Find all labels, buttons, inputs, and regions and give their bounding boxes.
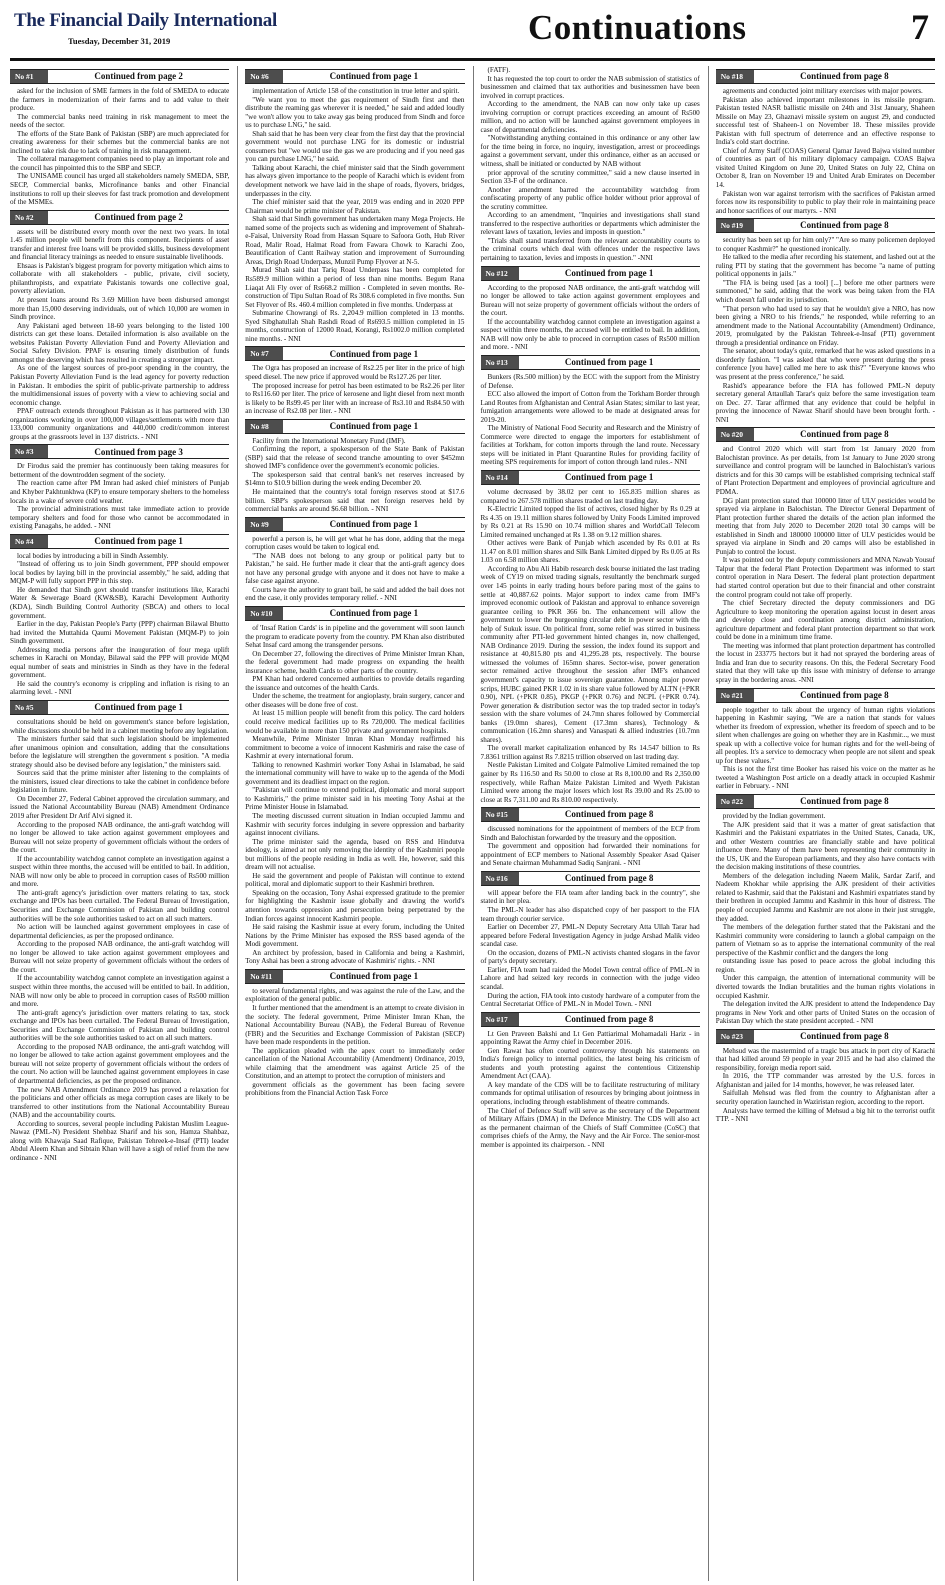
continued-article bbox=[716, 427, 935, 684]
continued-article bbox=[716, 688, 935, 791]
article-paragraph: The UNISAME council has urged all stakeholders namely SMEDA, SBP, SECP, Commercial banks, Microfinance banks and other Financial institutions to roll up their sleeves for fast track promotion and development of the MSMEs. bbox=[10, 172, 230, 207]
article-paragraph: According to the proposed NAB ordinance, the anti-graft watchdog will no longer be allowed to take action against government employees and Bureau will not seize property of government officials without the orders of the court. bbox=[10, 820, 230, 855]
article-number-badge: No #4 bbox=[10, 535, 48, 548]
article-paragraph: "The FIA is being used [as a tool] [...] before me other partners were summoned," he said, adding that the work was being taken from the FIA which doesn't fall under its jurisdiction. bbox=[715, 278, 935, 305]
article-paragraph: The anti-graft agency's jurisdiction over matters relating to tax, stock exchange and IPOs has been curtailed. The Federal Bureau of Investigation, Securities and Exchange Commission of Pakistan and building control authorities will be the sole authorities tasked to act on all such matters. bbox=[10, 1008, 230, 1043]
article-paragraph: As one of the largest sources of pro-poor spending in the country, the Pakistan Poverty Alleviation Fund is the lead agency for poverty reduction in Pakistan. It embodies the spirit of public-private partnership to address the multidimensional issues of poverty with a view to achieving social and economic change. bbox=[10, 364, 230, 407]
article-header bbox=[716, 688, 935, 703]
article-paragraph: Earlier in the day, Pakistan People's Party (PPP) chairman Bilawal Bhutto had invited the Muttahida Qaumi Movement Pakistan (MQM-P) to join Sindh government. bbox=[10, 620, 230, 646]
continued-from-label: Continued from page 8 bbox=[800, 1030, 889, 1041]
article-paragraph: Bunkers (Rs.500 million) by the ECC with the support from the Ministry of Defense. bbox=[480, 372, 700, 390]
continued-article bbox=[716, 1029, 935, 1124]
article-header bbox=[245, 346, 464, 361]
continued-article bbox=[245, 346, 464, 415]
article-header bbox=[481, 266, 700, 281]
article-header bbox=[245, 517, 464, 532]
article-paragraph: provided by the Indian government. bbox=[722, 812, 826, 821]
article-paragraph: The reaction came after PM Imran had asked chief ministers of Punjab and Khyber Pakhtunkhwa (KP) to ensure temporary shelters to the homeless locals in a wake of severe cold weather. bbox=[10, 479, 230, 505]
article-paragraph: agreements and conducted joint military exercises with major powers. bbox=[722, 87, 923, 95]
article-paragraph: Chief of Army Staff (COAS) General Qamar Javed Bajwa visited number of countries as part of his military diplomacy campaign. COAS Bajwa visited United Kingdom on June 20, United States on July 22, China on October 8, Iran on November 19 and United Arab Emirates on December 14. bbox=[715, 146, 935, 190]
article-paragraph: Pakistan won war against terrorism with the sacrifices of Pakistan armed forces now its responsibility to public to play their role in maintaining peace and honor sacrifices of our martyrs. - NNI bbox=[715, 189, 935, 215]
article-paragraph: He talked to the media after recording his statement, and lashed out at the ruling PTI by stating that the government has become "a name of putting political opponents in jails." bbox=[715, 253, 935, 279]
continued-article bbox=[481, 266, 700, 352]
continued-article bbox=[481, 1012, 700, 1150]
article-paragraph: The AJK president said that it was a matter of great satisfaction that Kashmiri and the Pakistani expatriates in the United States, Canada, UK, and other Western countries are financially stable and have political influence there. Many of them have been representing their community in the US, UK and the European parliaments, and they also have contacts with the decision making institutions of these countries. bbox=[715, 820, 935, 872]
article-paragraph: Under this campaign, the attention of international community will be diverted towards the Indian brutalities and the human rights violations in occupied Kashmir. bbox=[715, 974, 935, 1000]
article-header bbox=[716, 1029, 935, 1044]
article-paragraph: The chief minister said that the year, 2019 was ending and in 2020 PPP Chairman would be prime minister of Pakistan. bbox=[245, 198, 465, 215]
article-header bbox=[10, 534, 229, 549]
article-paragraph: The application pleaded with the apex court to immediately order cancellation of the National Accountability (Amendment) Ordinance, 2019, while claiming that the amendment was against Article 25 of the Constitution, and an attempt to protect the corruption of ministers and bbox=[245, 1046, 465, 1081]
article-paragraph: During the action, FIA took into custody hardware of a computer from the Central Secretariat Office of PML-N in Model Town. - NNI bbox=[480, 991, 700, 1009]
continued-article bbox=[481, 871, 700, 1009]
continued-from-label: Continued from page 8 bbox=[564, 1013, 654, 1024]
article-paragraph: It has requested the top court to order the NAB submission of statistics of businessmen and claimed that tax authorities and businessmen have been involved in corrupt practices. bbox=[480, 74, 700, 100]
article-paragraph: If the accountability watchdog cannot complete an investigation against a suspect within three months, the accused will be entitled to bail. In addition, NAB will now only be able to proceed in corruption cases of Rs500 million and more. - NNI bbox=[480, 317, 700, 352]
continued-article bbox=[481, 66, 700, 263]
article-paragraph: local bodies by introducing a bill in Sindh Assembly. bbox=[17, 551, 169, 560]
article-number-badge: No #10 bbox=[245, 607, 283, 620]
article-paragraph: He said the country's economy is crippling and inflation is rising to an alarming level. - NNI bbox=[10, 679, 230, 697]
article-paragraph: The overall market capitalization enhanced by Rs 14.547 billion to Rs 7.8361 trillion against Rs 7.8215 trillion observed on last trading day. bbox=[480, 744, 700, 761]
article-paragraph: The proposed increase for petrol has been estimated to be Rs2.26 per liter to Rs116.60 per liter. The price of kerosene and light diesel from next month is likely to be Rs99.45 per liter with an increase of Rs3.10 and Rs84.50 with an increase of Rs2.08 per liter. - NNI bbox=[245, 381, 465, 416]
article-paragraph: He said the government and people of Pakistan will continue to extend political, moral and diplomatic support to their Kashmiri brethren. bbox=[245, 871, 465, 889]
article-paragraph: The senator, about today's quiz, remarked that he was asked questions in a disorderly fashion. "I was asked that who were present during the press conference [you have] called me here to ask this?" "Everyone knows who was present at the press conference," he said. bbox=[715, 347, 935, 381]
article-number-badge: No #1 bbox=[10, 70, 48, 83]
continued-article bbox=[245, 419, 464, 514]
article-paragraph: Talking about Karachi, the chief minister said that the Sindh government has always given importance to the people of Karachi which is evident from development network we have laid in the shape of roads, flyovers, bridges, underpasses in the city. bbox=[245, 163, 465, 198]
article-header bbox=[245, 419, 464, 434]
continued-from-label: Continued from page 8 bbox=[800, 796, 889, 807]
article-paragraph: Facility from the International Monetary Fund (IMF). bbox=[252, 436, 406, 445]
article-paragraph: Courts have the authority to grant bail, he said and added the bail does not end the case, it only provides temporary relief. - NNI bbox=[245, 585, 465, 603]
article-number-badge: No #11 bbox=[245, 970, 283, 983]
article-paragraph: of 'Insaf Ration Cards' is in pipeline and the government will soon launch the program to eradicate poverty from the country. PM Khan also distributed Sehat Insaf card among the transgender persons. bbox=[245, 623, 465, 650]
article-number-badge: No #8 bbox=[245, 420, 283, 433]
article-header bbox=[481, 807, 700, 822]
column-4 bbox=[708, 66, 935, 1581]
article-paragraph: PM Khan had ordered concerned authorities to provide details regarding the issuance and outcomes of the health Cards. bbox=[245, 675, 465, 692]
article-paragraph: According to an amendment, "Inquiries and investigations shall stand transferred to the respective authorities or departments which administer the relevant laws of taxation, levies and imposts in question." bbox=[480, 211, 700, 237]
article-paragraph: will appear before the FIA team after landing back in the country", she stated in her plea. bbox=[480, 888, 700, 906]
article-paragraph: The spokesperson said that central bank's net reserves increased by $14mn to $10.9 billion during the week ending December 20. bbox=[245, 470, 465, 488]
continued-from-label: Continued from page 1 bbox=[329, 518, 419, 529]
article-paragraph: Sources said that the prime minister after listening to the complaints of the ministers, issued clear directions to take the cabinet in confidence before legislation in future. bbox=[10, 769, 230, 795]
article-paragraph: According to the proposed NAB ordinance, the anti-graft watchdog will no longer be allowed to take action against government employees and the bureau will not seize property of government officials without the orders of the court. No action will be launched against government employees in case of departmental deficiencies, as per the proposed ordinance. bbox=[10, 1042, 230, 1085]
column-2 bbox=[237, 66, 464, 1581]
article-paragraph: Pakistan also achieved important milestones in its missile program. Pakistan tested NASR ballistic missile on 24th and 31st January, Shaheen Missile on May 23, Ghaznavi missile system on august 29, and conducted successful test of Shaheen-1 on November 18. These missiles provide Pakistan with full spectrum of deterrence and an effective response to India's cold start doctrine. bbox=[715, 95, 935, 147]
article-number-badge: No #3 bbox=[10, 445, 48, 458]
article-header bbox=[10, 69, 229, 84]
article-paragraph: prior approval of the scrutiny committee," said a new clause inserted in Section 33-F of the ordinance. bbox=[480, 168, 700, 186]
continued-article bbox=[716, 794, 935, 1026]
continued-from-label: Continued from page 1 bbox=[329, 348, 419, 359]
article-number-badge: No #18 bbox=[716, 70, 754, 83]
article-number-badge: No #13 bbox=[481, 356, 519, 369]
article-paragraph: He said raising the Kashmir issue at every forum, including the United Nations by the Prime Minister has exposed the RSS based agenda of the Modi government. bbox=[245, 923, 465, 949]
column-1 bbox=[10, 66, 229, 1581]
article-paragraph: Dr Firodus said the premier has continuously been taking measures for betterment of the downtrodden segment of the society. bbox=[10, 462, 230, 479]
continued-article bbox=[716, 218, 935, 424]
article-paragraph: A key mandate of the CDS will be to facilitate restructuring of military commands for optimal utilisation of resources by bringing about jointness in operations, including through establishment of theatre commands. bbox=[480, 1080, 700, 1106]
article-number-badge: No #5 bbox=[10, 701, 48, 714]
section-title: Continuations bbox=[528, 8, 747, 47]
article-paragraph: volume decreased by 38.02 per cent to 165.835 million shares as compared to 267.578 million shares traded on last trading day. bbox=[480, 487, 700, 505]
article-paragraph: Submarine Chowrangi of Rs. 2,204.9 million completed in 13 months. Syed Sibghatullah Shah Rashdi Road of Rs693.5 million completed in 15 months, construction of 12000 Road, Korangi, Rs1002.0 million completed nine months. - NNI bbox=[245, 309, 465, 343]
article-paragraph: It further mentioned that the amendment is an attempt to create division in the society. The federal government, Prime Minister Imran Khan, the National Accountability Bureau (NAB), the Federal Bureau of Revenue (FBR) and the Securities and Exchange Commission of Pakistan (SECP) have been made respondents in the petition. bbox=[245, 1003, 465, 1047]
article-paragraph: Shah said that he has been very clear from the first day that the provincial government would not purchase LNG for its domestic or industrial consumers but "we would use the gas we are producing and if you need gas you can purchase LNG," he said. bbox=[245, 129, 465, 164]
columns-area bbox=[10, 66, 935, 1581]
article-number-badge: No #9 bbox=[245, 518, 283, 531]
article-paragraph: At least 15 million people will benefit from this policy. The card holders could receive medical facilities up to Rs 720,000. The medical facilities would be available in more than 150 private and government hospitals. bbox=[245, 709, 465, 735]
article-paragraph: The chief Secretary directed the deputy commissioners and DG Agriculture to keep monitoring the operation against locust in desert areas and develop close and coordination among district administration, agriculture department and federal plant protection department so that work could be done in a minimum time frame. bbox=[715, 599, 935, 642]
article-paragraph: Ehsaas is Pakistan's biggest program for poverty mitigation which aims to collaborate with all stakeholders - public, private, civil society, philanthropists, and expatriate Pakistanis towards one collective goal, poverty alleviation. bbox=[10, 261, 230, 296]
article-paragraph: ECC also allowed the import of Cotton from the Torkham Border through Land Routes from Afghanistan and Central Asian States; similar to last year, fumigation arrangements were allowed to be made at designated areas for 2019-20. bbox=[480, 390, 700, 424]
article-paragraph: "The NAB does not belong to any group or political party but to Pakistan," he said. He further made it clear that the anti-graft agency does not have any personal grudge with anyone and it does not have to make a false case against anyone. bbox=[245, 551, 465, 586]
article-paragraph: The collateral management companies need to play an important role and the council has pinpointed this to the SBP and SECP. bbox=[10, 155, 230, 172]
continued-from-label: Continued from page 2 bbox=[94, 211, 183, 222]
continued-article bbox=[10, 534, 229, 697]
article-number-badge: No #7 bbox=[245, 347, 283, 360]
continued-from-label: Continued from page 8 bbox=[800, 429, 889, 440]
article-number-badge: No #22 bbox=[716, 795, 754, 808]
article-paragraph: Gen Rawat has often courted controversy through his statements on India's foreign policy to internal politics, the latest being his criticism of students and youth protesting against the contentious Citizenship Amendment Act (CAA). bbox=[480, 1046, 700, 1081]
article-paragraph: Members of the delegation including Naeem Malik, Sardar Zarif, and Nadeem Khokhar while apprising the AJK president of their activities related to Kashmir, said that the Pakistani and Kashmiri expatriates stand by their brethren in occupied Jammu and Kashmir in this hour of distress. The people of occupied Jammu and Kashmir are not alone in their just struggle, they added. bbox=[715, 871, 935, 923]
article-paragraph: Any Pakistani aged between 18-60 years belonging to the listed 100 districts can get these loans. Detailed information is also available on the websites Pakistan Poverty Alleviation Fund and Poverty Alleviation and Social Safety Division. PPAF is ensuring timely distribution of funds amongst the deserving which has resulted in creating a stronger impact. bbox=[10, 321, 230, 364]
article-number-badge: No #20 bbox=[716, 428, 754, 441]
article-number-badge: No #14 bbox=[481, 471, 519, 484]
article-paragraph: Confirming the report, a spokesperson of the State Bank of Pakistan (SBP) said that the release of second tranche amounting to over $452mn showed IMF's confidence over the government's economic policies. bbox=[245, 445, 465, 471]
article-paragraph: The PML-N leader has also dispatched copy of her passport to the FIA team through courier service. bbox=[480, 906, 700, 923]
article-number-badge: No #17 bbox=[481, 1013, 519, 1026]
article-paragraph: "We want you to meet the gas requirement of Sindh first and then distribute the reaming gas wherever it is needed," he said and added loudly "we won't allow you to take away gas being produced from Sindh and force us to purchase LNG," he said. bbox=[245, 95, 465, 130]
continued-from-label: Continued from page 1 bbox=[564, 472, 654, 483]
article-paragraph: Mehsud was the mastermind of a tragic bus attack in port city of Karachi that had killed around 59 people in year 2015 and he had also claimed the responsibility, foreign media report said. bbox=[715, 1046, 935, 1072]
continued-from-label: Continued from page 1 bbox=[564, 267, 654, 278]
article-paragraph: On the occasion, dozens of PML-N activists chanted slogans in the favor of party's deputy secretary. bbox=[480, 948, 700, 966]
article-paragraph: Earlier on December 27, PML-N Deputy Secretary Atta Ullah Tarar had appeared before Federal Investigation Agency in judge Arshad Malik video scandal case. bbox=[480, 923, 700, 949]
continued-article bbox=[481, 355, 700, 467]
article-paragraph: powerful a person is, he will get what he has done, adding that the mega corruption cases would be taken to logical end. bbox=[245, 534, 465, 552]
article-number-badge: No #6 bbox=[245, 70, 283, 83]
article-header bbox=[716, 794, 935, 809]
article-paragraph: "Trials shall stand transferred from the relevant accountability courts to the criminal courts which deal with offences under the respective laws pertaining to taxation, levies and imposts in question." -NNI bbox=[480, 236, 700, 263]
continued-from-label: Continued from page 8 bbox=[800, 71, 889, 82]
page-number: 7 bbox=[911, 7, 929, 47]
article-paragraph: The prime minister said the agenda, based on RSS and Hindutva ideology, is aimed at not only removing the identity of the Kashmiri people but millions of the people residing in India as well. He, however, said this dream will not actualise. bbox=[245, 837, 465, 872]
article-paragraph: Nestle Pakistan Limited and Colgate Palmolive Limited remained the top gainer by Rs 116.50 and Rs 50.00 to close at Rs 8,100.00 and Rs 2,350.00 respectively, while Rafhan Maize Pakistan Limited and Wyeth Pakistan Limited were among the major losers which lost Rs 39.00 and Rs 25.00 to close at Rs 7,311.00 and Rs 810.00 respectively. bbox=[480, 761, 700, 804]
masthead bbox=[10, 6, 935, 61]
article-paragraph: K-Electric Limited topped the list of actives, closed higher by Rs 0.29 at Rs 4.35 on 19.11 million shares followed by Unity Foods Limited improved by Rs 0.21 at Rs 15.90 on 10.74 million shares and WorldCall Telecom Limited remained unchanged at Rs 1.38 on 9.12 million shares. bbox=[480, 505, 700, 539]
continued-from-label: Continued from page 1 bbox=[94, 702, 183, 713]
article-paragraph: assets will be distributed every month over the next two years. In total 1.45 million people will benefit from this component. Recipients of asset transfer and interest free loans will be provided skills, business development and financial literacy trainings as needed to ensure sustainable livelihoods. bbox=[10, 227, 230, 262]
article-paragraph: "Notwithstanding anything contained in this ordinance or any other law for the time being in force, no inquiry, investigation, arrest or proceedings against a government servant, under this ordinance, either as an accused or witness, shall be initiated or conducted by NAB without bbox=[480, 134, 700, 169]
article-paragraph: According to Abu Ali Habib research desk bourse initiated the last trading week of CY19 on mixed trading signals, resultantly the benchmark surged over 145 points in early trading hours before paring most of the gains to settle at 40,887.62 points. Major support to index came from IMF's improved economic outlook of Pakistan and approval to enhance sovereign guarantee ceiling to PKR 366 bn. The enhancement will allow the government to lower the burgeoning circular debt in power sector with the help of Sukuk issue. On political front, some relief was stirred in business community after PTI-led government hinted changes in, now challenged, NAB Ordinance 2019. During the session, the index found its support and resistance at 40,815.80 pts and 41,295.28 pts, respectively. The bourse witnessed the volumes of 165mn shares. Sector-wise, power generation sector remained active throughout the session after IMF's enhanced government's capacity to issue sovereign guarantee. Among major power scrips, HUBC gained PKR 1.02 in its share value followed by ALTN (+PKR 0.90), NPL (+PKR 0.85), PKGP (+PKR 0.76) and NCPL (+PKR 0.74). Power generation & distribution sector was the top traded sector in today's session with the share volumes of 24.7mn shares followed by Commercial banks (19.0mn shares), Cement (17.3mn shares), Technology & communication (16.2mn shares) and Vanaspati & allied industries (10.7mn shares). bbox=[480, 564, 700, 744]
article-paragraph: Analysts have termed the killing of Mehsud a big hit to the terrorist outfit TTP. - NNI bbox=[715, 1106, 935, 1124]
article-paragraph: On December 27, following the directives of Prime Minister Imran Khan, the federal government had made progress on expanding the health insurance scheme, health Cards to other parts of the country. bbox=[245, 649, 465, 675]
article-paragraph: Saifullah Mehsud was fled from the country to Afghanistan after a security operation launched in Waziristan region, according to the report. bbox=[715, 1089, 935, 1106]
continued-article bbox=[10, 444, 229, 530]
continued-article bbox=[245, 969, 464, 1098]
article-paragraph: "Pakistan will continue to extend political, diplomatic and moral support to Kashmiris," the prime minister said in his meeting Tony Ashai at the Prime Minister House in Islamabad. bbox=[245, 786, 465, 812]
article-header bbox=[245, 69, 464, 84]
article-paragraph: implementation of Article 158 of the constitution in true letter and spirit. bbox=[252, 87, 460, 95]
article-number-badge: No #12 bbox=[481, 267, 519, 280]
continued-article bbox=[245, 606, 464, 966]
paper-name: The Financial Daily International bbox=[14, 10, 277, 31]
article-paragraph: It was pointed out by the deputy commissioners and MNA Nawab Yousuf Talpur that the federal Plant Protection Department was informed to start control operation in Nara Desert. The federal plant protection department had started control operation but due to their financial and other constraint the control program could not take off properly. bbox=[715, 556, 935, 599]
article-paragraph: The government and opposition had forwarded their nominations for appointment of ECP members to National Assembly Speaker Asad Qaiser and Senate chairman Muhammad Sadiq Sanjrani. - NNI bbox=[480, 842, 700, 868]
article-header bbox=[716, 427, 935, 442]
continued-article bbox=[245, 69, 464, 343]
article-paragraph: Another amendment barred the accountability watchdog from confiscating property of any public office holder without prior approval of the scrutiny committee. bbox=[480, 185, 700, 211]
continued-from-label: Continued from page 8 bbox=[800, 220, 889, 231]
continued-article bbox=[481, 470, 700, 804]
continued-article bbox=[481, 807, 700, 868]
continued-from-label: Continued from page 1 bbox=[329, 420, 419, 431]
article-paragraph: government officials as the government has been facing severe prohibitions from the Financial Action Task Force bbox=[245, 1080, 465, 1098]
continued-from-label: Continued from page 8 bbox=[800, 689, 889, 700]
article-paragraph: (FATF). bbox=[487, 66, 511, 74]
article-paragraph: to several fundamental rights, and was against the rule of the Law, and the exploitation of the general public. bbox=[245, 986, 465, 1004]
article-paragraph: Rashid's appearance before the FIA has followed PML-N deputy secretary general Attaullah Tarar's quiz before the same investigation team on Dec. 27. Tarar affirmed that any evidence that could be helpful in proving the innocence of Nawaz Sharif should have been brought forth. -NNI bbox=[715, 381, 935, 424]
article-paragraph: He demanded that Sindh govt should transfer institutions like, Karachi Water & Sewerage Board (KW&SB), Karachi Development Authority (KDA), Sindh Building Control Authority (SBCA) and others to local government. bbox=[10, 585, 230, 620]
article-paragraph: "That person who had used to say that he wouldn't give a NRO, has now been giving a NRO to his friends," he responded, while referring to an amendment made to the National Accountability (Amendment) Ordinance, 2019, promulgated by the Pakistan Tehreek-e-Insaf (PTI) government through a presidential ordinance on Friday. bbox=[715, 304, 935, 347]
article-paragraph: Addressing media persons after the inauguration of four mega uplift schemes in Karachi on Monday, Bilawal said the PPP will provide MQM equal number of seats and ministries in Sindh as they have in the federal government. bbox=[10, 645, 230, 680]
continued-from-label: Continued from page 1 bbox=[564, 357, 654, 368]
article-paragraph: outstanding issue has posed to peace across the global including this region. bbox=[715, 957, 935, 974]
continued-article bbox=[10, 69, 229, 207]
article-paragraph: The meeting was informed that plant protection department has controlled the locust in 233775 hectors but it had not sprayed the bordering areas of India and Iran due to security reasons. On this, the Federal Secretary Food stated that they will take up this issue with ministry of defense to arrange spray in the bordering areas. -NNI bbox=[715, 641, 935, 684]
article-paragraph: Lt Gen Praveen Bakshi and Lt Gen Pattiarimal Mohamadali Hariz - in appointing Rawat the Army chief in December 2016. bbox=[480, 1029, 700, 1047]
article-paragraph: The provincial administrations must take immediate action to provide temporary shelters and food for those who cannot be accommodated in existing Panagahs, he added. - NNI bbox=[10, 505, 230, 531]
article-paragraph: Other actives were Bank of Punjab which ascended by Rs 0.01 at Rs 11.47 on 8.01 million shares and Silk Bank Limited dipped by Rs 0.05 at Rs 1.03 on 6.58 million shares. bbox=[480, 539, 700, 565]
article-paragraph: people together to talk about the urgency of human rights violations happening in Kashmir saying, "We are a nation that stands for values whether its freedom of expression, whether its freedom of speech and to be silent when challenges are going on whether they are in Kashmir..., we must speak up with a collective voice for human rights and for the well-being of all peoples. It's a service to democracy when people are not silent and speak up for these values." bbox=[715, 705, 935, 765]
article-paragraph: The efforts of the State Bank of Pakistan (SBP) are much appreciated for creating awareness for their schemes but the commercial banks are not inclined to take risk due to lack of training in risk management. bbox=[10, 129, 230, 155]
article-paragraph: The new NAB Amendment Ordinance 2019 has proved a relaxation for the politicians and other officials as mega corruption cases are likely to be transferred to other institutions from the National Accountability Bureau (NAB) and the accountability courts. bbox=[10, 1085, 230, 1120]
article-paragraph: No action will be launched against government employees in case of departmental deficiencies, as per the proposed ordinance. bbox=[10, 923, 230, 940]
article-paragraph: If the accountability watchdog cannot complete an investigation against a suspect within three months, the accused will be entitled to bail. In addition, NAB will now only be able to proceed in corruption cases of Rs500 million and more. bbox=[10, 974, 230, 1009]
article-paragraph: The ministers further said that such legislation should be implemented after unanimous opinion and consultation, adding that the consultations before the legislature will strengthen the government s position. "A media strategy should also be devised before any legislation," the ministers said. bbox=[10, 735, 230, 769]
article-paragraph: If the accountability watchdog cannot complete an investigation against a suspect within three months, the accused will be entitled to bail. In addition, NAB will now only be able to proceed in corruption cases of Rs500 million and more. bbox=[10, 854, 230, 889]
continued-from-label: Continued from page 1 bbox=[329, 608, 419, 619]
article-number-badge: No #23 bbox=[716, 1030, 754, 1043]
continued-article bbox=[10, 210, 229, 442]
continued-from-label: Continued from page 1 bbox=[329, 71, 419, 82]
article-paragraph: According to sources, several people including Pakistan Muslim League-Nawaz (PML-N) President Shehbaz Sharif and his son, Hamza Shahbaz, along with Khawaja Saad Rafique, Pakistan Tehreek-e-Insaf (PTI) leader Abdul Aleem Khan and Sibtain Khan will have a sigh of relief from the new ordinance - NNI bbox=[10, 1119, 230, 1162]
article-header bbox=[716, 218, 935, 233]
article-paragraph: Murad Shah said that Tariq Road Underpass has been completed for Rs589.9 million within a period of less than nine months. Begum Rana Liaqat Ali Fly over of Rs668.2 million - Completed in seven months. Re-construction of Tipu Sultan Road of Rs 308.6 completed in five months. Sun Set Flyover of Rs. 460.4 million completed in five months. Underpass at bbox=[245, 266, 465, 309]
article-header bbox=[481, 1012, 700, 1027]
article-header bbox=[10, 700, 229, 715]
article-paragraph: DG plant protection stated that 100000 litter of ULV pesticides would be sprayed via airplane in Balochistan. The Director General Department of Plant protection further shared the details of the action plan informed the meeting that from July 2020 to December 2020 total 30 camps will be established in Sindh and 180000 100000 litter of ULV pesticides would be sprayed via airplane in Sindh and 20 camps will also be established in Punjab to control the locust. bbox=[715, 496, 935, 556]
article-paragraph: The members of the delegation further stated that the Pakistani and the Kashmiri community were considering to launch a global campaign on the pattern of Vietnam so as to apprise the international community of the real perspective of the Kashmir conflict and the dangers the long bbox=[715, 923, 935, 957]
article-paragraph: This is not the first time Booker has raised his voice on the matter as he tweeted a Washington Post article on a deadly attack in occupied Kashmir earlier in February. - NNI bbox=[715, 765, 935, 791]
article-paragraph: The Ogra has proposed an increase of Rs2.25 per liter in the price of high speed diesel. The new price if approved would be Rs127.26 per liter. bbox=[245, 364, 465, 381]
article-header bbox=[481, 470, 700, 485]
article-paragraph: Talking to renowned Kashmiri worker Tony Ashai in Islamabad, he said the international community will have to wake up to the agenda of the Modi government and its deadliest impact on the region. bbox=[245, 760, 465, 786]
article-number-badge: No #19 bbox=[716, 219, 754, 232]
article-paragraph: The delegation invited the AJK president to attend the Independence Day programs in New York and other parts of United States on the occasion of Pakistan Day which the state president accepted. - NNI bbox=[715, 1000, 935, 1026]
article-paragraph: He maintained that the country's total foreign reserves stood at $17.6 billion. SBP's spokesperson said that net foreign reserves held by commercial banks are around $6.68 billion. - NNI bbox=[245, 487, 465, 514]
article-paragraph: PPAF outreach extends throughout Pakistan as it has partnered with 130 organizations working in over 100,000 villages/settlements with more than 133,000 community organizations and 440,000 credit/common interest groups at the grassroots level in 137 districts. - NNI bbox=[10, 407, 230, 441]
article-paragraph: In 2016, the TTP commander was arrested by the U.S. forces in Afghanistan and jailed for 14 months, however, he was released later. bbox=[715, 1072, 935, 1089]
paper-date: Tuesday, December 31, 2019 bbox=[68, 36, 171, 46]
article-paragraph: According to the proposed NAB ordinance, the anti-graft watchdog will no longer be allowed to take action against government employees and Bureau will not seize property of government officials without the orders of the court. bbox=[10, 940, 230, 974]
article-paragraph: and Control 2020 which will start from 1st January 2020 from Balochistan province. As per details, from 1st January to June 2020 strong surveillance and control program will be launched in Balochistan's various districts and for this 30 camps will be established comprising technical staff of Plant Protection Department and employees of provincial agriculture and PDMA. bbox=[715, 445, 935, 496]
article-paragraph: consultations should be held on government's stance before legislation, while discussions should be held in a cabinet meeting before any legislation. bbox=[10, 718, 230, 735]
continued-from-label: Continued from page 3 bbox=[94, 446, 183, 457]
article-paragraph: According to the amendment, the NAB can now only take up cases involving corruption or corrupt practices exceeding an amount of Rs500 million, and no action will be launched against government employees in case of departmental deficiencies. bbox=[480, 100, 700, 134]
article-header bbox=[10, 210, 229, 225]
article-number-badge: No #2 bbox=[10, 211, 48, 224]
continued-from-label: Continued from page 8 bbox=[564, 809, 654, 820]
article-header bbox=[481, 355, 700, 370]
article-header bbox=[716, 69, 935, 84]
article-paragraph: Speaking on the occasion, Tony Ashai expressed gratitude to the premier for highlighting the Kashmir issue globally and drawing the world's attention towards oppression and persecution being perpetrated by the Indian forces against innocent Kashmiri people. bbox=[245, 888, 465, 923]
article-paragraph: Shah said that Sindh government has undertaken many Mega Projects. He named some of the projects such as widening and improvement of Shahrah-e-Faisal, University Road from Hassan Square to Safoora Goth, Hub River Road, Malir Road, Halmat Road from Fawara Chowk to Karachi Zoo, Beautification of Cantt Railway station and improvement of Surrounding Areas, Drigh Road Underpass, Munzil Pump Flyover at N-5. bbox=[245, 215, 465, 266]
column-3 bbox=[473, 66, 700, 1581]
article-header bbox=[10, 444, 229, 459]
article-paragraph: asked for the inclusion of SME farmers in the fold of SMEDA to educate the farmers in modernization of their farms and to add value to their produce. bbox=[10, 87, 230, 113]
article-paragraph: On December 27, Federal Cabinet approved the circulation summary, and issued the National Accountability Bureau (NAB) Amendment Ordinance 2019 after President Dr Arif Alvi signed it. bbox=[10, 794, 230, 821]
continued-article bbox=[10, 700, 229, 1162]
article-paragraph: The meeting discussed current situation in Indian occupied Jammu and Kashmir with security forces indulging in severe oppression and barbarity against innocent civilians. bbox=[245, 812, 465, 838]
article-paragraph: Earlier, FIA team had raided the Model Town central office of PML-N in Lahore and had seized key records in connection with the judge video scandal. bbox=[480, 965, 700, 991]
article-paragraph: discussed nominations for the appointment of members of the ECP from Sindh and Balochistan forwarded by the treasury and the opposition. bbox=[480, 825, 700, 842]
article-number-badge: No #21 bbox=[716, 689, 754, 702]
continued-from-label: Continued from page 8 bbox=[564, 873, 654, 884]
article-paragraph: security has been set up for him only?" "Are so many policemen deployed to conquer Kashmir?" he questioned ironically. bbox=[715, 236, 935, 253]
article-header bbox=[245, 606, 464, 621]
continued-article bbox=[245, 517, 464, 603]
article-paragraph: Meanwhile, Prime Minister Imran Khan Monday reaffirmed his commitment to become a voice of innocent Kashmiris and raise the case of Kashmir at every international forum. bbox=[245, 735, 465, 761]
article-paragraph: "Instead of offering us to join Sindh government, PPP should empower local bodies by laying bill in the provincial assembly," he said, adding that MQM-P will fully support PPP in this step. bbox=[10, 560, 230, 586]
article-paragraph: The Ministry of National Food Security and Research and the Ministry of Commerce were directed to engage the importers for establishment of facilities at Torkham, for cotton imports through the land route. Necessary steps will be initiated in Plant Quarantine Rules for providing facility of meeting SPS requirements for import of cotton through land rules.- NNI bbox=[480, 424, 700, 467]
article-paragraph: The anti-graft agency's jurisdiction over matters relating to tax, stock exchange and IPOs has been curtailed. The Federal Bureau of Investigation, Securities and Exchange Commission of Pakistan and building control authorities will be the sole authorities tasked to act on all such matters. bbox=[10, 888, 230, 923]
article-header bbox=[481, 871, 700, 886]
continued-from-label: Continued from page 1 bbox=[329, 971, 419, 982]
article-paragraph: An architect by profession, based in California and being a Kashmiri, Tony Ashai has been a strong advocate of Kashmiris' rights. - NNI bbox=[245, 948, 465, 966]
article-paragraph: At present loans around Rs 3.69 Million have been disbursed amongst more than 15,000 deserving individuals, out of which 10,000 are women in Sindh province. bbox=[10, 296, 230, 322]
article-paragraph: The Chief of Defence Staff will serve as the secretary of the Department of Military Affairs (DMA) in the Defence Ministry. The CDS will also act as the permanent chairman of the Chiefs of Staff Committee (CoSC) that comprises chiefs of the Army, the Navy and the Air Force. The senior-most member is appointed its chairperson. - NNI bbox=[480, 1106, 700, 1149]
article-number-badge: No #16 bbox=[481, 872, 519, 885]
article-paragraph: The commercial banks need training in risk management to meet the needs of the sector. bbox=[10, 112, 230, 130]
continued-from-label: Continued from page 2 bbox=[94, 71, 183, 82]
continued-from-label: Continued from page 1 bbox=[94, 535, 183, 546]
article-paragraph: Under the scheme, the treatment for angioplasty, brain surgery, cancer and other diseases will be done free of cost. bbox=[245, 692, 465, 709]
continued-article bbox=[716, 69, 935, 215]
article-number-badge: No #15 bbox=[481, 808, 519, 821]
article-header bbox=[245, 969, 464, 984]
article-paragraph: According to the proposed NAB ordinance, the anti-graft watchdog will no longer be allowed to take action against government employees and Bureau will not seize property of government officials without the orders of the court. bbox=[480, 283, 700, 318]
